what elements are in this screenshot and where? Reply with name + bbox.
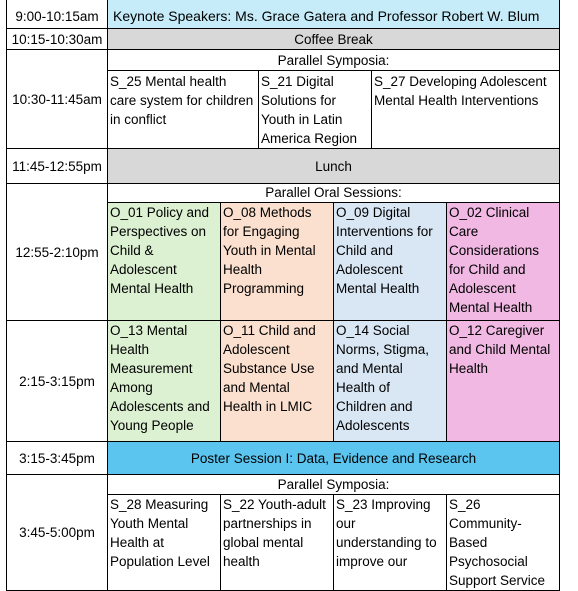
session-o01: O_01 Policy and Perspectives on Child & Adolescent Mental Health	[108, 203, 221, 321]
session-s27: S_27 Developing Adolescent Mental Health Interventions	[372, 71, 560, 149]
session-o11: O_11 Child and Adolescent Substance Use and Mental Health in LMIC	[221, 321, 334, 442]
row-poster	[7, 442, 560, 475]
time-symposia1: 10:30-11:45am	[7, 50, 108, 149]
row-lunch	[7, 149, 560, 184]
session-s28: S_28 Measuring Youth Mental Health at Population Level	[108, 495, 221, 591]
session-s25: S_25 Mental health care system for children in conflict	[108, 71, 259, 149]
session-o12: O_12 Caregiver and Child Mental Health	[447, 321, 560, 442]
time-oral1: 12:55-2:10pm	[7, 184, 108, 321]
row-keynote	[7, 0, 560, 29]
session-o13: O_13 Mental Health Measurement Among Adolescents and Young People	[108, 321, 221, 442]
oral-header: Parallel Oral Sessions:	[108, 184, 560, 203]
poster-session: Poster Session I: Data, Evidence and Research	[108, 442, 560, 475]
coffee-break: Coffee Break	[108, 29, 560, 50]
session-o08: O_08 Methods for Engaging Youth in Mental Health Programming	[221, 203, 334, 321]
row-coffee	[7, 29, 560, 50]
schedule-table	[6, 0, 560, 591]
session-s22: S_22 Youth-adult partnerships in global mental health	[221, 495, 334, 591]
row-symposia1-header	[7, 50, 560, 71]
time-coffee: 10:15-10:30am	[7, 29, 108, 50]
time-oral2: 2:15-3:15pm	[7, 321, 108, 442]
keynote-speakers: Keynote Speakers: Ms. Grace Gatera and Professor Robert W. Blum	[108, 0, 560, 29]
time-keynote: 9:00-10:15am	[7, 0, 108, 29]
session-s23: S_23 Improving our understanding to improve our	[334, 495, 447, 591]
time-poster: 3:15-3:45pm	[7, 442, 108, 475]
row-symposia2-header	[7, 475, 560, 495]
session-s21: S_21 Digital Solutions for Youth in Latin America Region	[259, 71, 372, 149]
lunch: Lunch	[108, 149, 560, 184]
time-symposia2: 3:45-5:00pm	[7, 475, 108, 591]
time-lunch: 11:45-12:55pm	[7, 149, 108, 184]
session-o14: O_14 Social Norms, Stigma, and Mental Health of Children and Adolescents	[334, 321, 447, 442]
row-oral2-sessions	[7, 321, 560, 442]
symposia1-header: Parallel Symposia:	[108, 50, 560, 71]
session-o02: O_02 Clinical Care Considerations for Child and Adolescent Mental Health	[447, 203, 560, 321]
symposia2-header: Parallel Symposia:	[108, 475, 560, 495]
row-oral-header	[7, 184, 560, 203]
session-s26: S_26 Community-Based Psychosocial Support Service	[447, 495, 560, 591]
session-o09: O_09 Digital Interventions for Child and Adolescent Mental Health	[334, 203, 447, 321]
